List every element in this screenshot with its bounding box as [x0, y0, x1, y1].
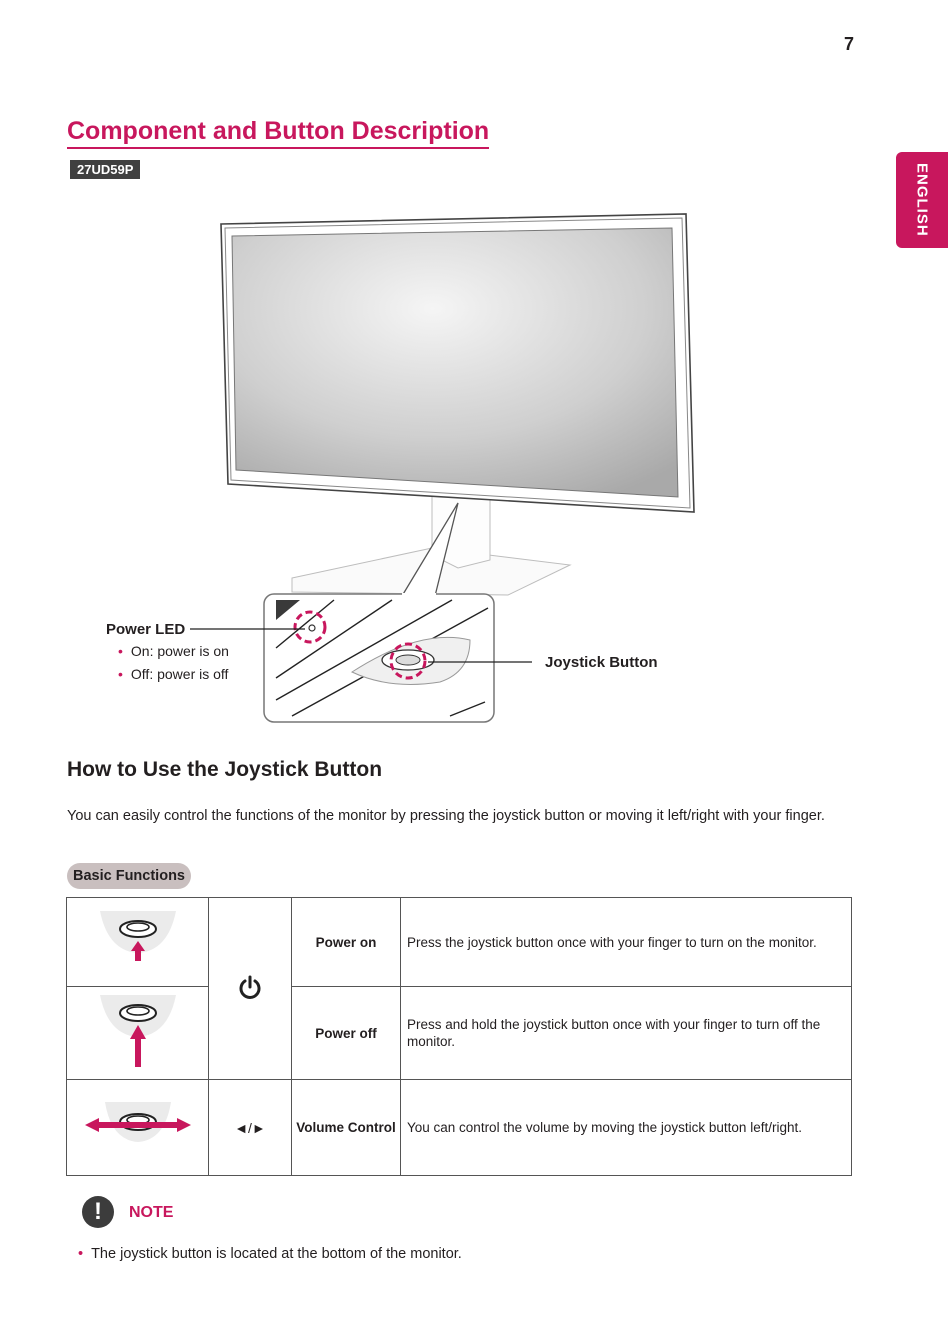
- press-illustration-cell: [67, 898, 209, 987]
- function-description: You can control the volume by moving the joystick button left/right.: [401, 1080, 852, 1176]
- table-row: [67, 898, 852, 987]
- function-name: Power on: [292, 898, 401, 987]
- functions-table: [66, 897, 852, 1176]
- joystick-highlight: [391, 644, 425, 678]
- joystick-left-right-icon: [83, 1100, 193, 1150]
- power-icon: [237, 974, 263, 1000]
- monitor-frame: [221, 214, 694, 512]
- power-led-on-bullet: • On: power is on: [118, 643, 229, 659]
- power-led-off-bullet: • Off: power is off: [118, 666, 229, 682]
- volume-arrows-cell: ◄/►: [209, 1080, 292, 1176]
- function-description: Press the joystick button once with your finger to turn on the monitor.: [401, 898, 852, 987]
- detail-zoom-box: [264, 594, 494, 722]
- function-name: Volume Control: [292, 1080, 401, 1176]
- joystick-press-icon: [98, 907, 178, 973]
- language-tab: [896, 152, 948, 248]
- section-title: Component and Button Description: [67, 116, 489, 149]
- power-led-label: Power LED: [106, 621, 186, 638]
- power-led-highlight: [295, 612, 325, 642]
- joystick-press-hold-icon: [98, 991, 178, 1071]
- note-label: NOTE: [129, 1204, 174, 1221]
- table-row: [67, 1080, 852, 1176]
- monitor-screen: [232, 228, 678, 497]
- note-exclamation-icon: !: [82, 1196, 114, 1228]
- move-illustration-cell: [67, 1080, 209, 1176]
- power-led-illustration: [309, 625, 315, 631]
- model-badge: 27UD59P: [70, 160, 140, 179]
- intro-paragraph: You can easily control the functions of the monitor by pressing the joystick button or moving it left/right with your finger.: [67, 808, 825, 824]
- monitor-base: [292, 548, 570, 595]
- table-row: [67, 987, 852, 1080]
- note-item: • The joystick button is located at the bottom of the monitor.: [78, 1246, 462, 1262]
- press-hold-illustration-cell: [67, 987, 209, 1080]
- joystick-button-label: Joystick Button: [545, 654, 658, 671]
- callout-pointer: [402, 503, 458, 596]
- basic-functions-badge: Basic Functions: [67, 863, 191, 889]
- power-icon-cell: [209, 898, 292, 1080]
- joystick-button-illustration: [382, 650, 434, 670]
- page-number: 7: [843, 34, 854, 54]
- language-tab-label: ENGLISH: [913, 163, 931, 237]
- howto-title: How to Use the Joystick Button: [67, 758, 383, 781]
- function-name: Power off: [292, 987, 401, 1080]
- function-description: Press and hold the joystick button once with your finger to turn off the monitor.: [401, 987, 852, 1080]
- monitor-stand: [432, 494, 490, 568]
